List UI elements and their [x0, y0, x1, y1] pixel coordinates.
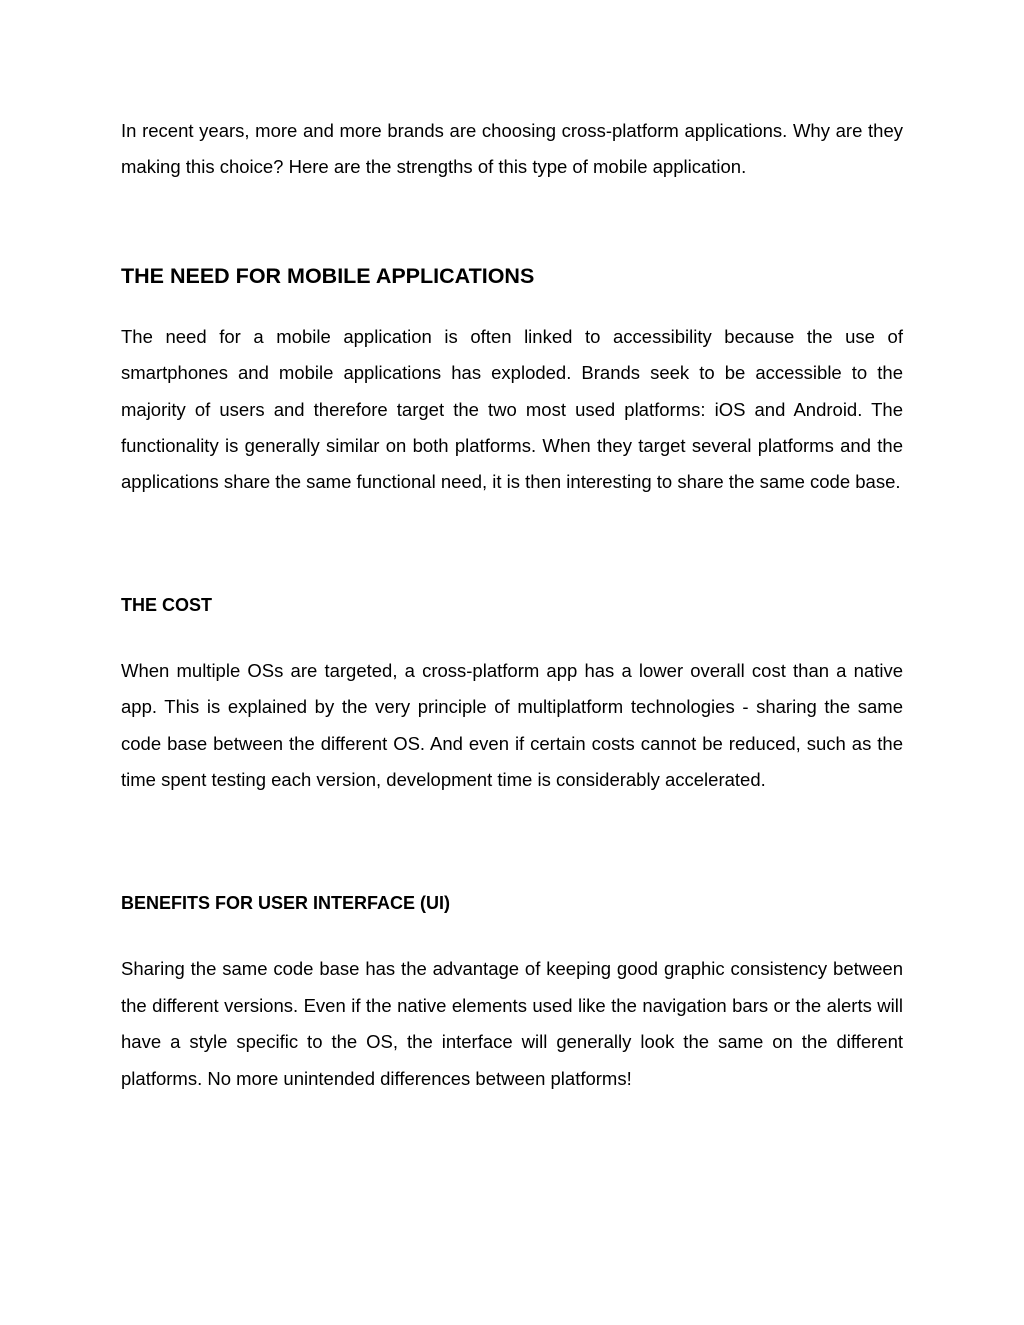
section-heading-ui-benefits: BENEFITS FOR USER INTERFACE (UI): [121, 893, 451, 914]
section-heading-need: THE NEED FOR MOBILE APPLICATIONS: [121, 263, 535, 288]
section-body-cost: When multiple OSs are targeted, a cross-platform app has a lower overall cost than a native app. This is explained by the very principle of multiplatform technologies - sharing the same code base between the different OS. And even if certain costs cannot be reduced, such as the time spent testing each version, development time is considerably accelerated.: [121, 659, 903, 791]
section-body-ui-benefits: Sharing the same code base has the advantage of keeping good graphic consistency between the different versions. Even if the native elements used like the navigation bars or the alerts will have a style specific to the OS, the interface will generally look the same on the different platforms. No more unintended differences between platforms!: [121, 958, 903, 1089]
section-heading-cost: THE COST: [121, 594, 213, 615]
document-page: [121, 113, 903, 1097]
section-body-need: The need for a mobile application is often linked to accessibility because the use of smartphones and mobile applications has exploded. Brands seek to be accessible to the majority of users and therefore target the two most used platforms: iOS and Android. The functionality is generally similar on both platforms. When they target several platforms and the applications share the same functional need, it is then interesting to share the same code base.: [121, 325, 903, 493]
intro-paragraph: In recent years, more and more brands are choosing cross-platform applications. Why are they making this choice? Here are the strengths of this type of mobile application.: [121, 120, 903, 178]
